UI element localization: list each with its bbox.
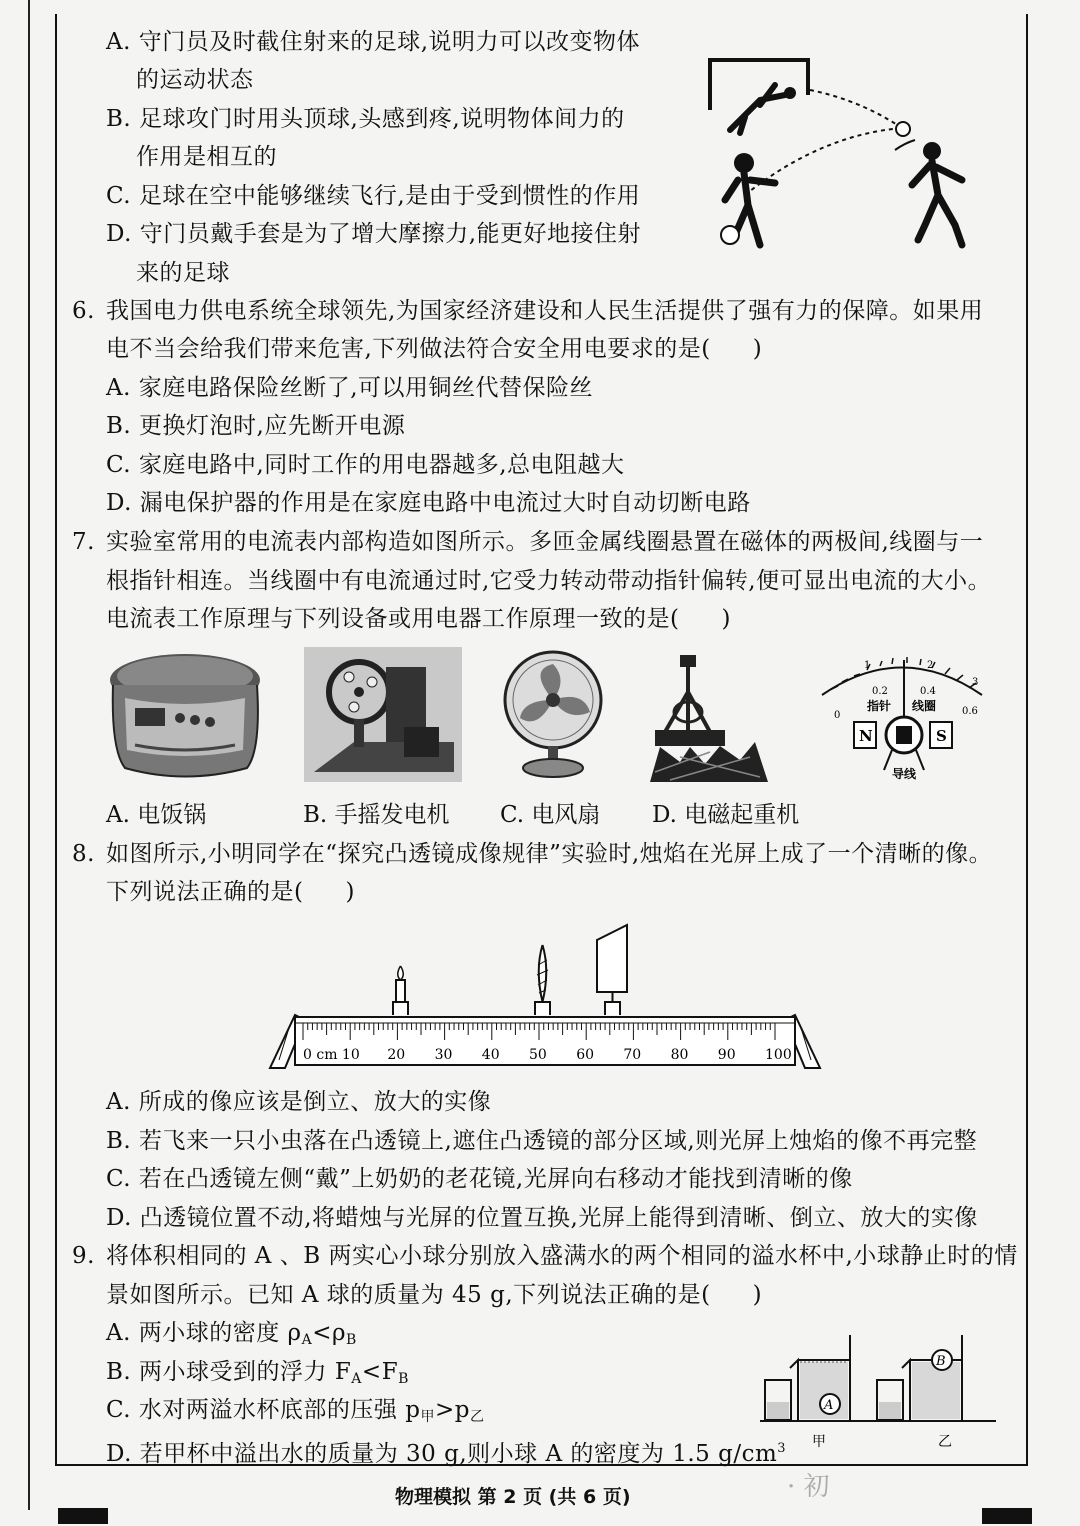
cup-yi-label: 乙: [938, 1434, 952, 1450]
q9-option-d-text: D. 若甲杯中溢出水的质量为 30 g,则小球 A 的密度为 1.5 g/cm: [106, 1441, 778, 1467]
meter-scale-bottom-3: 0.6: [962, 706, 978, 717]
q6-option-c: C. 家庭电路中,同时工作的用电器越多,总电阻越大: [106, 452, 625, 478]
q9-option-a-text: A. 两小球的密度 ρ: [106, 1320, 302, 1346]
left-margin-rule: [28, 0, 30, 1510]
ammeter-diagram: [812, 650, 992, 785]
q8-stem-line1: 如图所示,小明同学在“探究凸透镜成像规律”实验时,烛焰在光屏上成了一个清晰的像。: [106, 841, 993, 867]
ruler-label: 50: [529, 1047, 547, 1063]
q6-paren-close: ): [752, 336, 763, 362]
q9-option-a-sub2: B: [346, 1332, 357, 1348]
q7-option-b: B. 手摇发电机: [303, 802, 450, 828]
meter-scale-bottom-2: 0.4: [920, 686, 936, 697]
q9-option-c-sub1: 甲: [420, 1409, 435, 1425]
meter-scale-top-2: 2: [927, 660, 934, 671]
ruler-label: 40: [481, 1047, 500, 1063]
cup-jia-label: 甲: [812, 1434, 826, 1450]
q9-option-a-sub1: A: [301, 1332, 313, 1348]
q5-option-a-line1: A. 守门员及时截住射来的足球,说明力可以改变物体: [106, 29, 641, 55]
q9-stem-line2: [106, 1280, 762, 1310]
q6-option-a: A. 家庭电路保险丝断了,可以用铜丝代替保险丝: [106, 375, 594, 401]
q7-stem-line1: 实验室常用的电流表内部构造如图所示。多匝金属线圈悬置在磁体的两极间,线圈与一: [106, 529, 984, 555]
soccer-illustration: [700, 55, 990, 265]
meter-scale-bottom-1: 0.2: [872, 686, 888, 697]
q9-paren-close: ): [752, 1282, 763, 1308]
q9-option-b: [106, 1357, 409, 1394]
q8-option-b: B. 若飞来一只小虫落在凸透镜上,遮住凸透镜的部分区域,则光屏上烛焰的像不再完整: [106, 1128, 978, 1154]
watermark: · 初: [787, 1472, 830, 1502]
optical-bench-diagram: [265, 920, 825, 1075]
q7-stem-line3: [106, 604, 731, 634]
q8-option-a: A. 所成的像应该是倒立、放大的实像: [106, 1089, 492, 1115]
q8-paren-close: ): [345, 879, 355, 905]
q6-option-b: B. 更换灯泡时,应先断开电源: [106, 413, 406, 439]
q5-option-b-line2: 作用是相互的: [136, 144, 277, 170]
electromagnetic-crane-image: [650, 652, 770, 787]
hand-generator-image: [304, 647, 462, 782]
q7-option-a: A. 电饭锅: [106, 802, 207, 828]
q9-option-d-sup: 3: [777, 1441, 787, 1456]
electric-fan-image: [498, 650, 608, 780]
q5-option-a-line2: 的运动状态: [136, 67, 254, 93]
q5-option-c: C. 足球在空中能够继续飞行,是由于受到惯性的作用: [106, 183, 641, 209]
q6-stem-line2: [106, 334, 762, 364]
ruler-label: 60: [576, 1047, 595, 1063]
q9-option-c-mid: >p: [434, 1397, 470, 1423]
overflow-cups-diagram: [760, 1330, 1005, 1450]
magnet-south-label: S: [936, 727, 947, 745]
q9-option-b-sub2: B: [398, 1371, 409, 1387]
q8-option-d: D. 凸透镜位置不动,将蜡烛与光屏的位置互换,光屏上能得到清晰、倒立、放大的实像: [106, 1205, 978, 1231]
q9-option-a-mid: <ρ: [312, 1320, 346, 1346]
meter-pointer-label: 指针: [867, 699, 892, 713]
ruler-label: 30: [434, 1047, 453, 1063]
ruler-label: 0 cm 10: [303, 1047, 360, 1063]
registration-mark-left: [58, 1508, 108, 1524]
q7-option-d: D. 电磁起重机: [652, 802, 800, 828]
meter-coil-label: 线圈: [912, 699, 937, 713]
q9-number: 9.: [72, 1243, 95, 1269]
q8-number: 8.: [72, 841, 95, 867]
meter-scale-top-3: 3: [972, 677, 979, 688]
q7-stem-text: 电流表工作原理与下列设备或用电器工作原理一致的是(: [106, 606, 680, 632]
ruler-label: 90: [717, 1047, 736, 1063]
meter-scale-bottom-0: 0: [834, 710, 841, 721]
meter-scale-top-1: 1: [864, 660, 871, 671]
q9-option-c-text: C. 水对两溢水杯底部的压强 p: [106, 1397, 421, 1423]
q9-option-b-sub1: A: [351, 1371, 362, 1387]
q9-option-b-mid: <F: [361, 1359, 399, 1385]
ball-a-label: A: [824, 1398, 834, 1413]
registration-mark-right: [982, 1508, 1032, 1524]
q6-stem-text: 电不当会给我们带来危害,下列做法符合安全用电要求的是(: [106, 336, 711, 362]
q9-stem-text: 景如图所示。已知 A 球的质量为 45 g,下列说法正确的是(: [106, 1282, 711, 1308]
q8-stem-text: 下列说法正确的是(: [106, 879, 304, 905]
ruler-label: 70: [623, 1047, 642, 1063]
rice-cooker-image: [105, 650, 265, 785]
q9-stem-line1: 将体积相同的 A 、B 两实心小球分别放入盛满水的两个相同的溢水杯中,小球静止时的情: [106, 1243, 1018, 1269]
q5-option-d-line1: D. 守门员戴手套是为了增大摩擦力,能更好地接住射: [106, 221, 642, 247]
q7-stem-line2: 根指针相连。当线圈中有电流通过时,它受力转动带动指针偏转,便可显出电流的大小。: [106, 568, 992, 594]
ruler-label: 80: [670, 1047, 689, 1063]
q9-option-c: [106, 1395, 484, 1432]
q6-stem-line1: 我国电力供电系统全球领先,为国家经济建设和人民生活提供了强有力的保障。如果用: [106, 298, 984, 324]
meter-wire-label: 导线: [892, 767, 917, 781]
q7-paren-close: ): [721, 606, 731, 632]
ball-b-label: B: [936, 1354, 946, 1369]
q7-option-c: C. 电风扇: [500, 802, 601, 828]
q5-option-b-line1: B. 足球攻门时用头顶球,头感到疼,说明物体间力的: [106, 106, 625, 132]
q9-option-d: [106, 1434, 786, 1469]
q9-option-a: [106, 1318, 357, 1355]
q8-option-c: C. 若在凸透镜左侧“戴”上奶奶的老花镜,光屏向右移动才能找到清晰的像: [106, 1166, 853, 1192]
ruler-label: 100: [765, 1047, 792, 1063]
page-footer: 物理模拟 第 2 页 (共 6 页): [395, 1486, 631, 1508]
magnet-north-label: N: [859, 727, 873, 745]
q5-option-d-line2: 来的足球: [136, 260, 230, 286]
ruler-label: 20: [387, 1047, 406, 1063]
q6-number: 6.: [72, 298, 95, 324]
q9-option-c-sub2: 乙: [469, 1409, 485, 1425]
q7-number: 7.: [72, 529, 95, 555]
q8-stem-line2: [106, 877, 355, 907]
q6-option-d: D. 漏电保护器的作用是在家庭电路中电流过大时自动切断电路: [106, 490, 751, 516]
q9-option-b-text: B. 两小球受到的浮力 F: [106, 1359, 352, 1385]
